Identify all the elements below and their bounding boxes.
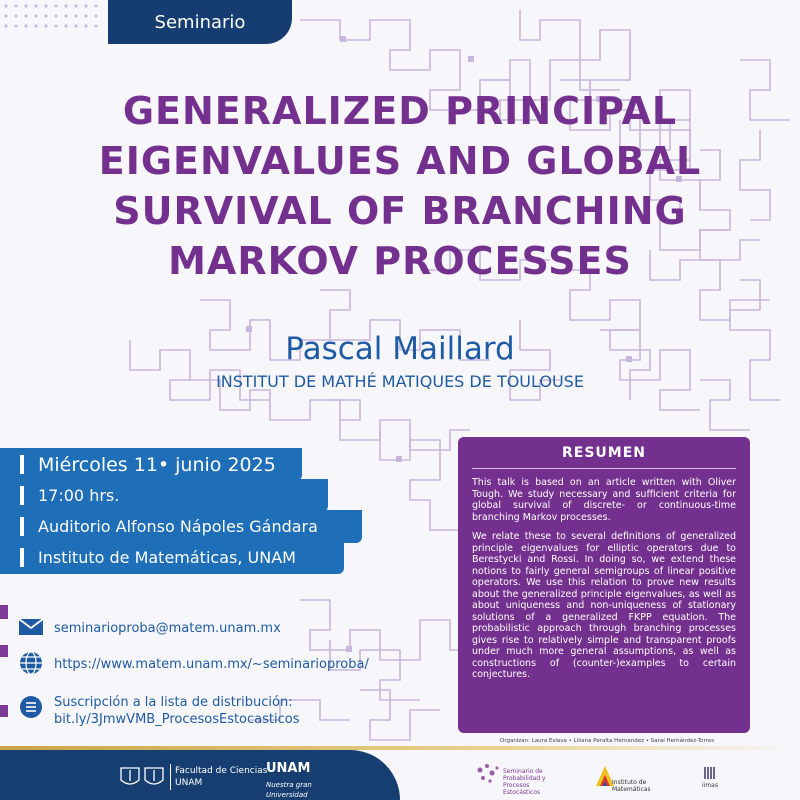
event-date-text: Miércoles 11• junio 2025: [38, 453, 276, 476]
subscribe-label: Suscripción a la lista de distribución:: [54, 695, 293, 710]
organizers: Organizan: Laura Eslava • Liliana Peralta Hernandez • Saraí Hernández-Torres: [500, 738, 715, 744]
facultad-logo-text: Facultad de Ciencias: [175, 766, 268, 776]
speaker-institution: INSTITUT DE MATHÉ MATIQUES DE TOULOUSE: [216, 372, 584, 391]
seminario-logo-icon: [472, 760, 502, 788]
event-date: [0, 448, 302, 481]
event-venue: [0, 510, 362, 543]
event-venue-text: Auditorio Alfonso Nápoles Gándara: [38, 517, 318, 536]
speaker-name: Pascal Maillard: [285, 331, 515, 367]
event-time: [0, 479, 328, 512]
contact-url[interactable]: https://www.matem.unam.mx/~seminarioproba/: [54, 657, 369, 672]
globe-icon: [18, 650, 44, 676]
event-time-text: 17:00 hrs.: [38, 486, 120, 505]
row-marker: [20, 517, 24, 536]
row-marker: [20, 455, 24, 474]
abstract-title: RESUMEN: [472, 437, 736, 469]
abstract-paragraph-1: This talk is based on an article written with Oliver Tough. We study necessary and sufficient criteria for global survival of discrete- or continuous-time branching Markov processes.: [472, 477, 736, 523]
title-line: MARKOV PROCESSES: [168, 239, 632, 283]
talk-title: [20, 86, 780, 286]
facultad-logo-sub: UNAM: [175, 778, 203, 788]
contact-email[interactable]: seminarioproba@matem.unam.mx: [54, 621, 281, 636]
seminario-tag: Seminario: [108, 0, 292, 44]
unam-logo-text: UNAM: [266, 761, 311, 776]
seminario-logo-text: Seminario de Probabilidad y Procesos Estocásticos: [503, 768, 546, 796]
logo-divider: [170, 764, 171, 790]
row-marker: [20, 548, 24, 567]
abstract-paragraph-2: We relate these to several definitions of generalized principle eigenvalues for elliptic operators due to Berestycki and Rossi. In doing so, we extend these notions to fairly general semigroups of linear positive operators. We use this relation to prove new results about the generalized principle eigenvalues, as well as about uniqueness and non-uniqueness of stationary solutions of a generalized FKPP equation. The probabilistic approach through branching processes gives rise to relatively simple and transparent proofs under much more general assumptions, as well as constructions of (counter-)examples to certain conjectures.: [472, 531, 736, 680]
row-marker: [20, 486, 24, 505]
event-place: [0, 541, 344, 574]
title-line: EIGENVALUES AND GLOBAL: [98, 139, 702, 183]
title-line: GENERALIZED PRINCIPAL: [122, 89, 678, 133]
subscribe-link[interactable]: bit.ly/3JmwVMB_ProcesosEstocasticos: [54, 712, 300, 727]
list-icon: [18, 694, 44, 720]
event-place-text: Instituto de Matemáticas, UNAM: [38, 548, 296, 567]
title-line: SURVIVAL OF BRANCHING: [113, 189, 687, 233]
iimas-logo-text: iimas: [702, 782, 718, 789]
abstract-box: [458, 437, 750, 733]
iimas-logo-icon: [702, 765, 718, 781]
imate-logo-text: Instituto de Matemáticas: [612, 779, 651, 793]
mail-icon: [18, 614, 44, 640]
unam-logo-sub: Nuestra gran Universidad: [266, 781, 312, 799]
contact-accent-bar: [0, 605, 12, 720]
unam-crest-icon: [118, 764, 170, 790]
